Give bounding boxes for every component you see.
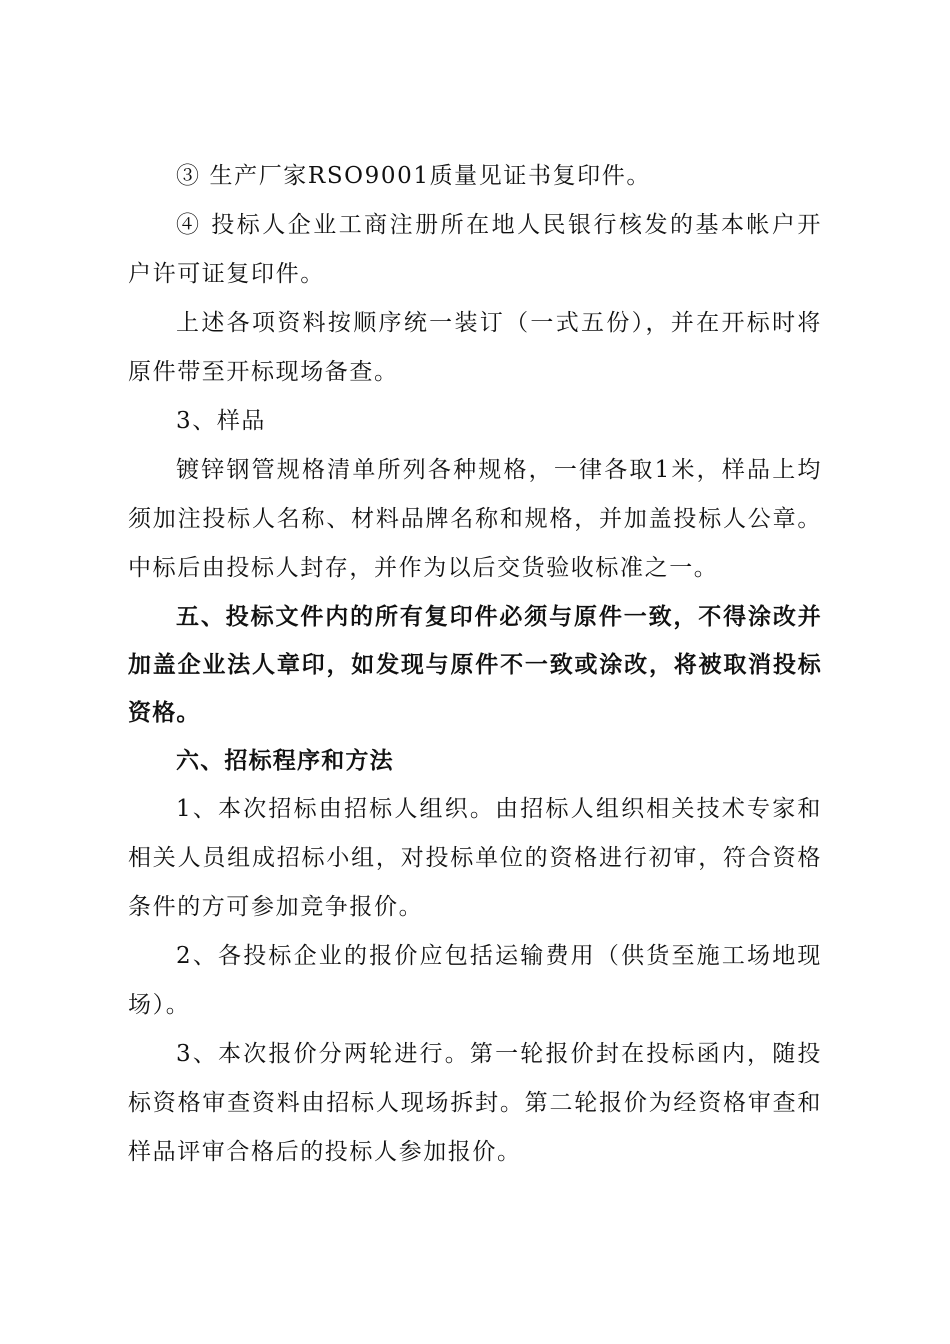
- samples-paragraph: 镀锌钢管规格清单所列各种规格，一律各取1米，样品上均须加注投标人名称、材料品牌名称和规格，并加盖投标人公章。中标后由投标人封存，并作为以后交货验收标准之一。: [128, 457, 822, 581]
- document-body: [128, 152, 822, 1177]
- procedure-item-1: 1、本次招标由招标人组织。由招标人组织相关技术专家和相关人员组成招标小组，对投标单位的资格进行初审，符合资格条件的方可参加竞争报价。: [128, 796, 822, 920]
- section-samples-heading: 3、样品: [176, 408, 267, 434]
- item-4-bank-account-permit: ④ 投标人企业工商注册所在地人民银行核发的基本帐户开户许可证复印件。: [128, 212, 822, 287]
- section-five-copies-rule: 五、投标文件内的所有复印件必须与原件一致，不得涂改并加盖企业法人章印，如发现与原件不一致或涂改，将被取消投标资格。: [128, 604, 822, 726]
- section-six-heading: 六、招标程序和方法: [176, 748, 394, 774]
- procedure-item-2: 2、各投标企业的报价应包括运输费用（供货至施工场地现场）。: [128, 943, 822, 1018]
- item-3-manufacturer-certificate: ③ 生产厂家RSO9001质量见证书复印件。: [176, 163, 651, 189]
- binding-instructions: 上述各项资料按顺序统一装订（一式五份），并在开标时将原件带至开标现场备查。: [128, 310, 822, 385]
- procedure-item-3: 3、本次报价分两轮进行。第一轮报价封在投标函内，随投标资格审查资料由招标人现场拆封。第二轮报价为经资格审查和样品评审合格后的投标人参加报价。: [128, 1041, 822, 1165]
